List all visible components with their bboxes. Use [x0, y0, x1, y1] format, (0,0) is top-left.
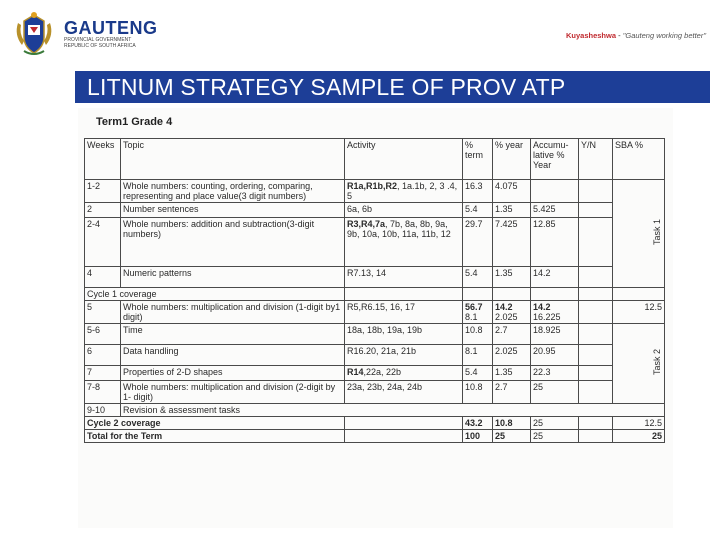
year-cell: 10.8 [493, 417, 531, 430]
year-cell: 7.425 [493, 218, 531, 267]
yn-cell [579, 324, 613, 345]
activity-text: , 1a.1b, 2, 3 .4, 5 [347, 181, 458, 201]
activity-cell [345, 180, 463, 203]
topic-cell: Whole numbers: multiplication and division (1-digit by1 digit) [121, 301, 345, 324]
logo-subtitle-2: REPUBLIC OF SOUTH AFRICA [64, 43, 136, 49]
year-cell: 25 [493, 430, 531, 443]
year-cell: 1.35 [493, 267, 531, 288]
term-cell: 5.4 [463, 366, 493, 381]
week-cell: 2-4 [85, 218, 121, 267]
year-cell: 2.7 [493, 324, 531, 345]
cumulative-cell: 12.85 [531, 218, 579, 267]
term-cell: 5.4 [463, 267, 493, 288]
cumulative-cell: 25 [531, 430, 579, 443]
activity-cell: R16.20, 21a, 21b [345, 345, 463, 366]
column-header: SBA % [613, 139, 665, 180]
cumulative-cell: 25 [531, 417, 579, 430]
activity-cell [345, 288, 463, 301]
atp-table [84, 138, 665, 443]
week-cell: 1-2 [85, 180, 121, 203]
topic-cell: Numeric patterns [121, 267, 345, 288]
cumulative-cell: 5.425 [531, 203, 579, 218]
term-value: 8.1 [465, 312, 478, 322]
activity-cell: R5,R6.15, 16, 17 [345, 301, 463, 324]
year-cell [493, 301, 531, 324]
yn-cell [579, 301, 613, 324]
total-for-term: Total for the Term [85, 430, 345, 443]
task-2-label: Task 2 [652, 349, 662, 376]
table-row [85, 288, 665, 301]
yn-cell [579, 345, 613, 366]
cycle-2-coverage: Cycle 2 coverage [85, 417, 345, 430]
year-cell: 4.075 [493, 180, 531, 203]
yn-cell [579, 203, 613, 218]
week-cell: 9-10 [85, 404, 121, 417]
week-cell: 6 [85, 345, 121, 366]
slogan-text: "Gauteng working better" [622, 31, 706, 40]
term-cell: 5.4 [463, 203, 493, 218]
table-row [85, 267, 665, 288]
table-row [85, 324, 665, 345]
week-cell: 4 [85, 267, 121, 288]
table-row [85, 218, 665, 267]
cumulative-cell: 18.925 [531, 324, 579, 345]
table-row [85, 404, 665, 417]
term-cell: 43.2 [463, 417, 493, 430]
cumulative-total: 14.2 [533, 302, 551, 312]
year-total: 14.2 [495, 302, 513, 312]
slogan: Kuyasheshwa - "Gauteng working better" [566, 31, 706, 40]
topic-cell: Whole numbers: addition and subtraction(3-digit numbers) [121, 218, 345, 267]
topic-cell: Time [121, 324, 345, 345]
table-header-row [85, 139, 665, 180]
yn-cell [579, 381, 613, 404]
activity-cell [345, 366, 463, 381]
coat-of-arms-icon [10, 11, 58, 57]
activity-cell [345, 218, 463, 267]
topic-cell: Whole numbers: multiplication and division (2-digit by 1- digit) [121, 381, 345, 404]
year-cell: 1.35 [493, 366, 531, 381]
week-cell: 2 [85, 203, 121, 218]
topic-cell: Data handling [121, 345, 345, 366]
logo-subtitle: PROVINCIAL GOVERNMENT [64, 37, 132, 43]
task-1-label: Task 1 [652, 219, 662, 246]
term-cell: 10.8 [463, 381, 493, 404]
cumulative-value: 16.225 [533, 312, 561, 322]
term-cell: 16.3 [463, 180, 493, 203]
activity-text: ,22a, 22b [363, 367, 402, 377]
scanned-document [78, 108, 673, 528]
yn-cell [579, 218, 613, 267]
cumulative-cell: 22.3 [531, 366, 579, 381]
activity-cell: R7.13, 14 [345, 267, 463, 288]
column-header: Topic [121, 139, 345, 180]
cumulative-cell: 20.95 [531, 345, 579, 366]
column-header: % year [493, 139, 531, 180]
yn-cell [579, 430, 613, 443]
cumulative-cell: 25 [531, 381, 579, 404]
term-cell: 100 [463, 430, 493, 443]
logo-name: GAUTENG [64, 18, 158, 38]
sba-cell [613, 180, 665, 288]
term-heading: Term1 Grade 4 [96, 116, 173, 128]
sba-cell: 25 [613, 430, 665, 443]
activity-bold: R1a,R1b,R2 [347, 181, 398, 191]
year-cell: 1.35 [493, 203, 531, 218]
sba-cell: 12.5 [613, 417, 665, 430]
sba-cell [613, 288, 665, 301]
topic-cell: Revision & assessment tasks [121, 404, 665, 417]
gauteng-logo [10, 10, 170, 58]
column-header: Weeks [85, 139, 121, 180]
sba-cell: 12.5 [613, 301, 665, 324]
week-cell: 5-6 [85, 324, 121, 345]
activity-bold: R3,R4,7a [347, 219, 386, 229]
term-total: 56.7 [465, 302, 483, 312]
column-header: Activity [345, 139, 463, 180]
table-row [85, 180, 665, 203]
yn-cell [579, 288, 613, 301]
term-cell: 29.7 [463, 218, 493, 267]
week-cell: 7 [85, 366, 121, 381]
term-cell [463, 301, 493, 324]
year-cell: 2.025 [493, 345, 531, 366]
term-cell: 10.8 [463, 324, 493, 345]
activity-cell: 18a, 18b, 19a, 19b [345, 324, 463, 345]
cumulative-cell [531, 288, 579, 301]
slide-title: LITNUM STRATEGY SAMPLE OF PROV ATP [75, 71, 710, 103]
topic-cell: Number sentences [121, 203, 345, 218]
week-cell: 7-8 [85, 381, 121, 404]
table-row [85, 417, 665, 430]
table-row [85, 430, 665, 443]
cumulative-cell [531, 301, 579, 324]
week-cell: 5 [85, 301, 121, 324]
activity-cell [345, 417, 463, 430]
topic-cell: Properties of 2-D shapes [121, 366, 345, 381]
activity-text: , 7b, 8a, 8b, 9a, 9b, 10a, 10b, 11a, 11b, 12 [347, 219, 451, 239]
year-cell: 2.7 [493, 381, 531, 404]
yn-cell [579, 366, 613, 381]
page-header [0, 0, 720, 66]
yn-cell [579, 417, 613, 430]
table-row [85, 203, 665, 218]
cumulative-cell [531, 180, 579, 203]
activity-cell: 6a, 6b [345, 203, 463, 218]
yn-cell [579, 267, 613, 288]
column-header: % term [463, 139, 493, 180]
year-value: 2.025 [495, 312, 518, 322]
table-row [85, 366, 665, 381]
sba-cell [613, 324, 665, 404]
slogan-brand: Kuyasheshwa [566, 31, 617, 40]
activity-bold: R14 [347, 367, 364, 377]
year-cell [493, 288, 531, 301]
activity-cell [345, 430, 463, 443]
table-row [85, 345, 665, 366]
term-cell: 8.1 [463, 345, 493, 366]
table-row [85, 381, 665, 404]
column-header: Y/N [579, 139, 613, 180]
table-row [85, 301, 665, 324]
activity-cell: 23a, 23b, 24a, 24b [345, 381, 463, 404]
cumulative-cell: 14.2 [531, 267, 579, 288]
topic-cell: Whole numbers: counting, ordering, comparing, representing and place value(3 digit numbers) [121, 180, 345, 203]
cycle-1-coverage: Cycle 1 coverage [85, 288, 345, 301]
yn-cell [579, 180, 613, 203]
column-header: Accumu-lative % Year [531, 139, 579, 180]
term-cell [463, 288, 493, 301]
